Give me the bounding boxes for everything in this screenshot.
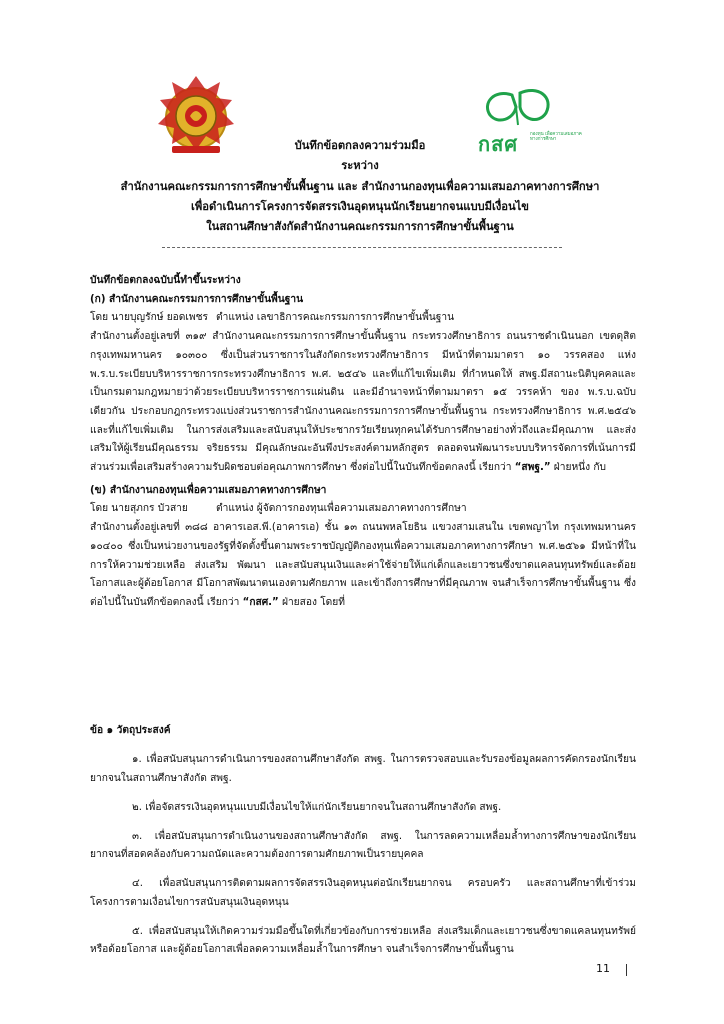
- party-a-alias: “สพฐ.”: [514, 462, 551, 474]
- eef-brand-subtitle: กองทุน เพื่อความเสมอภาค ทางการศึกษา: [530, 132, 582, 142]
- party-a-body-text: สำนักงานตั้งอยู่เลขที่ ๓๑๙ สำนักงานคณะกรรมการการศึกษาขั้นพื้นฐาน กระทรวงศึกษาธิการ ถนนราชดำเนินนอก เขตดุสิต กรุงเทพมหานคร ๑๐๓๐๐ ซึ่งเป็นส่วนราชการในสังกัดกระทรวงศึกษาธิการ มีหน้าที่ตามมาตรา ๑๐ วรรคสอง แห่ง พ.ร.บ.ระเบียบบริหารราชการกระทรวงศึกษาธิการ พ.ศ. ๒๕๔๖ และที่แก้ไขเพิ่มเติม ที่กำหนดให้ สพฐ.มีสถานะนิติบุคคลและเป็นกรมตามกฎหมายว่าด้วยระเบียบบริหารราชการแผ่นดิน และมีอำนาจหน้าที่ตามมาตรา ๑๕ วรรคห้า ของ พ.ร.บ.ฉบับเดียวกัน ประกอบกฎกระทรวงแบ่งส่วนราชการสำนักงานคณะกรรมการการศึกษาขั้นพื้นฐาน กระทรวงศึกษาธิการ พ.ศ.๒๕๔๖ และที่แก้ไขเพิ่มเติม ในการส่งเสริมและสนับสนุนให้ประชากรวัยเรียนทุกคนได้รับการศึกษาอย่างทั่วถึงและมีคุณภาพ และส่งเสริมให้ผู้เรียนมีคุณธรรม จริยธรรม มีคุณลักษณะอันพึงประสงค์ตามหลักสูตร ตลอดจนพัฒนาระบบบริหารจัดการที่เน้นการมีส่วนร่วมเพื่อเสริมสร้างความรับผิดชอบต่อคุณภาพการศึกษา ซึ่งต่อไปนี้ในบันทึกข้อตกลงนี้ เรียกว่า: [90, 331, 636, 474]
- party-a-position: ตำแหน่ง เลขาธิการคณะกรรมการการศึกษาขั้นพื้นฐาน: [216, 312, 455, 324]
- party-b-heading: (ข) สำนักงานกองทุนเพื่อความเสมอภาคทางการศึกษา: [90, 484, 327, 496]
- party-a-by: โดย นายบุญรักษ์ ยอดเพชร: [90, 312, 208, 324]
- party-a-heading: (ก) สำนักงานคณะกรรมการการศึกษาขั้นพื้นฐาน: [90, 293, 304, 305]
- objective-item: ๓. เพื่อสนับสนุนการดำเนินงานของสถานศึกษาสังกัด สพฐ. ในการลดความเหลื่อมล้ำทางการศึกษาของนักเรียนยากจนที่สอดคล้องกับความถนัดและความต้องการตามศักยภาพเป็นรายบุคคล: [90, 830, 636, 861]
- party-b-signatory: [90, 500, 636, 519]
- party-b-tail: ฝ่ายสอง โดยที่: [278, 596, 345, 608]
- party-b-alias: “กสศ.”: [242, 596, 279, 608]
- agreement-body: [90, 272, 636, 613]
- doc-between: ระหว่าง: [341, 159, 379, 172]
- doc-title: บันทึกข้อตกลงความร่วมมือ: [294, 139, 426, 152]
- doc-parties-title: สำนักงานคณะกรรมการการศึกษาขั้นพื้นฐาน และ สำนักงานกองทุนเพื่อความเสมอภาคทางการศึกษา: [120, 180, 600, 193]
- party-b-body-text: สำนักงานตั้งอยู่เลขที่ ๓๘๘ อาคารเอส.พี.(อาคารเอ) ชั้น ๑๓ ถนนพหลโยธิน แขวงสามเสนใน เขตพญาไท กรุงเทพมหานคร ๑๐๔๐๐ ซึ่งเป็นหน่วยงานของรัฐที่จัดตั้งขึ้นตามพระราชบัญญัติกองทุนเพื่อความเสมอภาคทางการศึกษา พ.ศ.๒๕๖๑ มีหน้าที่ในการให้ความช่วยเหลือ ส่งเสริม พัฒนา และสนับสนุนเงินและค่าใช้จ่ายให้แก่เด็กและเยาวชนซึ่งขาดแคลนทุนทรัพย์และด้อยโอกาสและผู้ด้อยโอกาส มีโอกาสพัฒนาตนเองตามศักยภาพ และเข้าถึงการศึกษาที่มีคุณภาพ จนสำเร็จการศึกษาขั้นพื้นฐาน ซึ่งต่อไปนี้ในบันทึกข้อตกลงนี้ เรียกว่า: [90, 522, 636, 608]
- party-a-signatory: [90, 309, 636, 328]
- doc-scope-title: ในสถานศึกษาสังกัดสำนักงานคณะกรรมการการศึกษาขั้นพื้นฐาน: [206, 220, 514, 233]
- page-number: 11: [596, 962, 610, 975]
- party-a-tail: ฝ่ายหนึ่ง กับ: [550, 462, 606, 474]
- objective-item: ๔. เพื่อสนับสนุนการติดตามผลการจัดสรรเงินอุดหนุนต่อนักเรียนยากจน ครอบครัว และสถานศึกษาที่เข้าร่วมโครงการตามเงื่อนไขการสนับสนุนเงินอุดหนุน: [90, 878, 636, 908]
- party-b-position: ตำแหน่ง ผู้จัดการกองทุนเพื่อความเสมอภาคทางการศึกษา: [216, 503, 467, 515]
- section1-heading: ข้อ ๑ วัตถุประสงค์: [90, 725, 171, 737]
- eef-brand-text: กสศ: [478, 132, 519, 156]
- party-b-by: โดย นายสุภกร บัวสาย: [90, 503, 188, 515]
- page-number-separator: [626, 964, 627, 976]
- intro-line: บันทึกข้อตกลงฉบับนี้ทำขึ้นระหว่าง: [90, 275, 241, 286]
- party-b-body: [90, 519, 636, 613]
- objective-item: ๒. เพื่อจัดสรรเงินอุดหนุนแบบมีเงื่อนไขให้แก่นักเรียนยากจนในสถานศึกษาสังกัด สพฐ.: [132, 801, 502, 813]
- doc-project-title: เพื่อดำเนินการโครงการจัดสรรเงินอุดหนุนนักเรียนยากจนแบบมีเงื่อนไข: [191, 200, 529, 213]
- party-a-body: [90, 328, 636, 478]
- objective-item: ๕. เพื่อสนับสนุนให้เกิดความร่วมมือขึ้นใดที่เกี่ยวข้องกับการช่วยเหลือ ส่งเสริมเด็กและเยาวชนซึ่งขาดแคลนทุนทรัพย์หรือด้อยโอกาส และผู้ด้อยโอกาสเพื่อลดความเหลื่อมล้ำในการศึกษา จนสำเร็จการศึกษาขั้นพื้นฐาน: [90, 925, 636, 956]
- objective-item: ๑. เพื่อสนับสนุนการดำเนินการของสถานศึกษาสังกัด สพฐ. ในการตรวจสอบและรับรองข้อมูลผลการคัดกรองนักเรียนยากจนในสถานศึกษาสังกัด สพฐ.: [90, 754, 636, 784]
- section-objectives: [90, 712, 636, 970]
- header-divider: [162, 247, 562, 248]
